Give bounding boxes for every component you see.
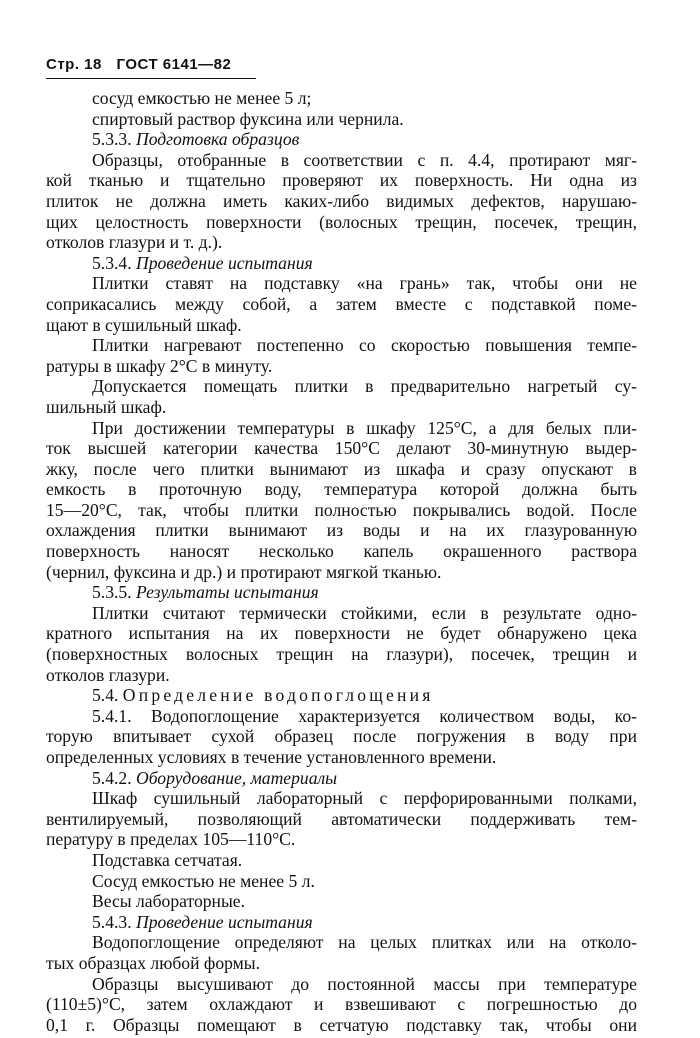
standard-code: ГОСТ 6141—82 xyxy=(116,56,232,73)
text-line: ратуры в шкафу 2°С в минуту. xyxy=(46,355,273,376)
text-line: Весы лабораторные. xyxy=(92,891,245,912)
text-line: Водопоглощение определяют на целых плитках или на отколо- xyxy=(92,932,637,953)
section-heading xyxy=(92,582,637,603)
text-line: охлаждения плитки вынимают из воды и на их глазурованную xyxy=(46,520,637,541)
text-line: Допускается помещать плитки в предварительно нагретый су- xyxy=(92,376,637,397)
text-line: ток высшей категории качества 150°С делают 30-минутную выдер- xyxy=(46,438,637,459)
text-line: плиток не должна иметь каких-либо видимых дефектов, нарушаю- xyxy=(46,190,637,211)
text-line: торую впитывает сухой образец после погружения в воду при xyxy=(46,726,637,747)
text-line: кой тканью и тщательно проверяют их поверхность. Ни одна из xyxy=(46,170,637,191)
section-number: 5.4.2. xyxy=(92,767,136,788)
text-line: жку, после чего плитки вынимают из шкафа и сразу опускают в xyxy=(46,458,637,479)
section-title: Проведение испытания xyxy=(135,911,313,932)
section-title: Проведение испытания xyxy=(135,252,313,273)
page-number: Стр. 18 xyxy=(46,56,102,73)
text-line: вентилируемый, позволяющий автоматически поддерживать тем- xyxy=(46,808,637,829)
text-line: (чернил, фуксина и др.) и протирают мягкой тканью. xyxy=(46,561,442,582)
text-line: тых образцах любой формы. xyxy=(46,952,260,973)
text-line: соприкасались между собой, а затем вместе с подставкой поме- xyxy=(46,293,637,314)
section-title: Оборудование, материалы xyxy=(135,767,338,788)
text-line: поверхность наносят несколько капель окрашенного раствора xyxy=(46,541,637,562)
text-line: емкость в проточную воду, температура которой должна быть xyxy=(46,479,637,500)
section-number: 5.3.5. xyxy=(92,582,136,603)
text-line: сосуд емкостью не менее 5 л; xyxy=(92,88,312,108)
section-number: 5.4.3. xyxy=(92,911,136,932)
page-header xyxy=(46,56,256,79)
text-line: 0,1 г. Образцы помещают в сетчатую подставку так, чтобы они xyxy=(46,1014,637,1035)
text-line: щих целостность поверхности (волосных трещин, посечек, трещин, xyxy=(46,211,637,232)
text-line: кратного испытания на их поверхности не будет обнаружено цека xyxy=(46,623,637,644)
section-heading xyxy=(92,129,637,150)
text-line: пературу в пределах 105—110°С. xyxy=(46,829,296,850)
text-line: (поверхностных волосных трещин на глазури), посечек, трещин и xyxy=(46,644,637,665)
section-heading xyxy=(92,768,637,789)
text-line: Шкаф сушильный лабораторный с перфорированными полками, xyxy=(92,788,637,809)
text-line: отколов глазури и т. д.). xyxy=(46,232,223,253)
section-number: 5.3.3. xyxy=(92,129,136,150)
text-line: шильный шкаф. xyxy=(46,396,167,417)
text-line: 5.4.1. Водопоглощение характеризуется количеством воды, ко- xyxy=(92,705,637,726)
text-line: Плитки ставят на подставку «на грань» так, чтобы они не xyxy=(92,273,637,294)
text-line: Плитки считают термически стойкими, если в результате одно- xyxy=(92,602,637,623)
section-number: 5.3.4. xyxy=(92,252,136,273)
text-line: Образцы высушивают до постоянной массы при температуре xyxy=(92,973,637,994)
text-line xyxy=(92,685,637,706)
text-line: (110±5)°С, затем охлаждают и взвешивают с погрешностью до xyxy=(46,994,637,1015)
text-line: Плитки нагревают постепенно со скоростью повышения темпе- xyxy=(92,335,637,356)
section-number: 5.4. xyxy=(92,685,123,706)
text-line: отколов глазури. xyxy=(46,664,170,685)
text-line: определенных условиях в течение установленного времени. xyxy=(46,747,497,767)
text-line: При достижении температуры в шкафу 125°С, а для белых пли- xyxy=(92,417,637,438)
text-line: 15—20°С, так, чтобы плитки полностью покрывались водой. После xyxy=(46,499,637,520)
text-line: Сосуд емкостью не менее 5 л. xyxy=(92,870,315,891)
section-title: Определение водопоглощения xyxy=(122,685,434,706)
text-line: Образцы, отобранные в соответствии с п. 4.4, протирают мяг- xyxy=(92,149,637,170)
text-line: Подставка сетчатая. xyxy=(92,849,243,870)
section-title: Результаты испытания xyxy=(135,582,319,603)
document-body xyxy=(46,88,637,1035)
text-line: щают в сушильный шкаф. xyxy=(46,314,242,335)
section-heading xyxy=(92,253,637,274)
section-title: Подготовка образцов xyxy=(135,129,300,150)
text-line: спиртовый раствор фуксина или чернила. xyxy=(92,108,404,129)
section-heading xyxy=(92,912,637,933)
